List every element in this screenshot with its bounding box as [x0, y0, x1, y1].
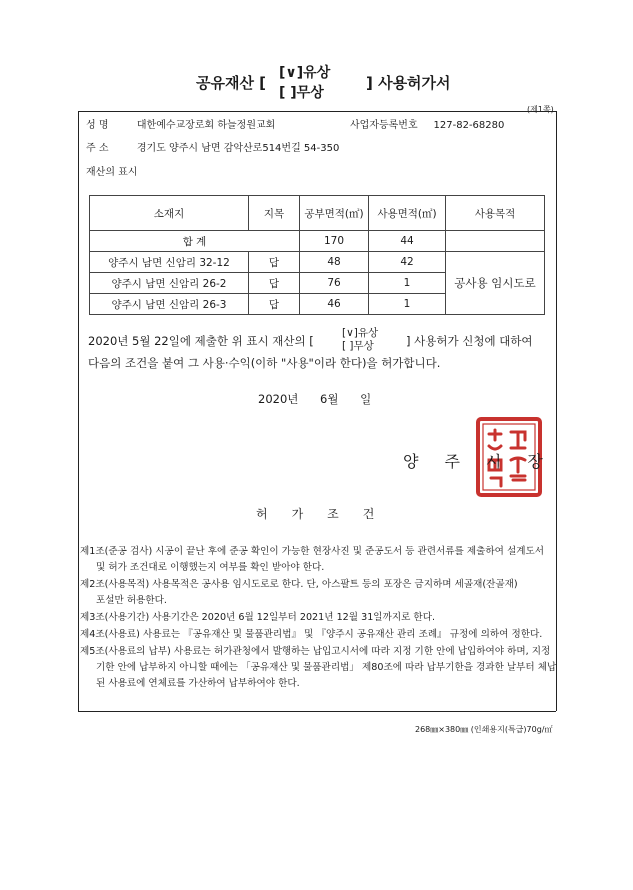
title-option-paid: [∨]유상 — [279, 65, 331, 81]
total-book-area: 170 — [300, 231, 369, 252]
row-book-area: 76 — [300, 273, 369, 294]
header-purpose: 사용목적 — [446, 196, 545, 231]
property-section-label: 재산의 표시 — [86, 167, 138, 178]
row-use-area: 42 — [369, 252, 446, 273]
statement-option-free: [ ]무상 — [342, 340, 374, 352]
frame-top-border — [78, 111, 556, 112]
row-location: 양주시 남면 신암리 32-12 — [90, 252, 249, 273]
row-category: 답 — [249, 252, 300, 273]
document-title — [0, 60, 633, 104]
condition-line: 제5조(사용료의 납부) 사용료는 허가관청에서 발행하는 납입고시서에 따라 지정 기한 안에 납입하여야 하며, 지정 — [80, 646, 551, 657]
bizno-value: 127-82-68280 — [433, 120, 505, 131]
row-book-area: 48 — [300, 252, 369, 273]
total-purpose-cell — [446, 231, 545, 252]
row-location: 양주시 남면 신암리 26-2 — [90, 273, 249, 294]
table-header-row — [90, 196, 545, 231]
header-use-area: 사용면적(㎡) — [369, 196, 446, 231]
table-total-row — [90, 231, 545, 252]
address-label: 주 소 — [86, 143, 109, 154]
row-use-area: 1 — [369, 294, 446, 315]
row-use-area: 1 — [369, 273, 446, 294]
table-row — [90, 252, 545, 273]
condition-line: 제3조(사용기간) 사용기간은 2020년 6월 12일부터 2021년 12월 31일까지로 한다. — [80, 612, 436, 623]
statement-option-group — [342, 327, 378, 353]
purpose-value: 공사용 임시도로 — [446, 252, 545, 315]
statement-line2: 다음의 조건을 붙여 그 사용·수익(이하 "사용"이라 한다)을 허가합니다. — [88, 356, 441, 370]
header-book-area: 공부면적(㎡) — [300, 196, 369, 231]
condition-line: 포설만 허용한다. — [96, 595, 167, 606]
statement-line1-b: ] 사용허가 신청에 대하여 — [406, 334, 533, 348]
name-label: 성 명 — [86, 120, 109, 131]
frame-right-border — [556, 111, 557, 711]
issue-date: 2020년 6월 일 — [258, 392, 372, 406]
row-category: 답 — [249, 294, 300, 315]
frame-left-border — [78, 111, 79, 711]
bizno-row — [350, 116, 504, 131]
total-label: 합 계 — [90, 231, 300, 252]
condition-line: 및 허가 조건대로 이행했는지 여부를 확인 받아야 한다. — [96, 562, 325, 573]
condition-line: 제2조(사용목적) 사용목적은 공사용 임시도로로 한다. 단, 아스팔트 등의 포장은 금지하며 세골재(잔골재) — [80, 579, 518, 590]
header-location: 소재지 — [90, 196, 249, 231]
mayor-signature: 양주시장 — [403, 452, 569, 471]
bizno-label: 사업자등록번호 — [350, 120, 418, 131]
page-number: (제1쪽) — [527, 105, 554, 114]
conditions-title: 허가조건 — [256, 507, 399, 521]
condition-line: 된 사용료에 연체료를 가산하여 납부하여야 한다. — [96, 678, 300, 689]
paper-spec-footer: 268㎜×380㎜ (인쇄용지(특급)70g/㎡ — [415, 725, 553, 734]
statement-option-paid: [∨]유상 — [342, 327, 379, 339]
condition-line: 제4조(사용료) 사용료는 『공유재산 및 물품관리법』 및 『양주시 공유재산 관리 조례』 규정에 의하여 정한다. — [80, 629, 543, 640]
row-book-area: 46 — [300, 294, 369, 315]
applicant-name: 대한예수교장로회 하늘정원교회 — [136, 120, 276, 131]
frame-bottom-border — [78, 711, 556, 712]
property-table — [89, 195, 545, 315]
name-row — [86, 116, 275, 131]
address-value: 경기도 양주시 남면 감악산로514번길 54-350 — [136, 143, 340, 154]
title-suffix: ] 사용허가서 — [366, 74, 451, 92]
title-prefix: 공유재산 [ — [196, 74, 267, 92]
address-row — [86, 139, 339, 154]
row-category: 답 — [249, 273, 300, 294]
header-category: 지목 — [249, 196, 300, 231]
condition-line: 제1조(준공 검사) 시공이 끝난 후에 준공 확인이 가능한 현장사진 및 준공도서 등 관련서류를 제출하여 설계도서 — [80, 546, 545, 557]
title-option-free: [ ]무상 — [279, 85, 324, 101]
row-location: 양주시 남면 신암리 26-3 — [90, 294, 249, 315]
statement-line1-a: 2020년 5월 22일에 제출한 위 표시 재산의 [ — [88, 334, 314, 348]
condition-line: 기한 안에 납부하지 아니할 때에는 「공유재산 및 물품관리법」 제80조에 따라 납부기한을 경과한 날부터 체납 — [96, 662, 557, 673]
total-use-area: 44 — [369, 231, 446, 252]
